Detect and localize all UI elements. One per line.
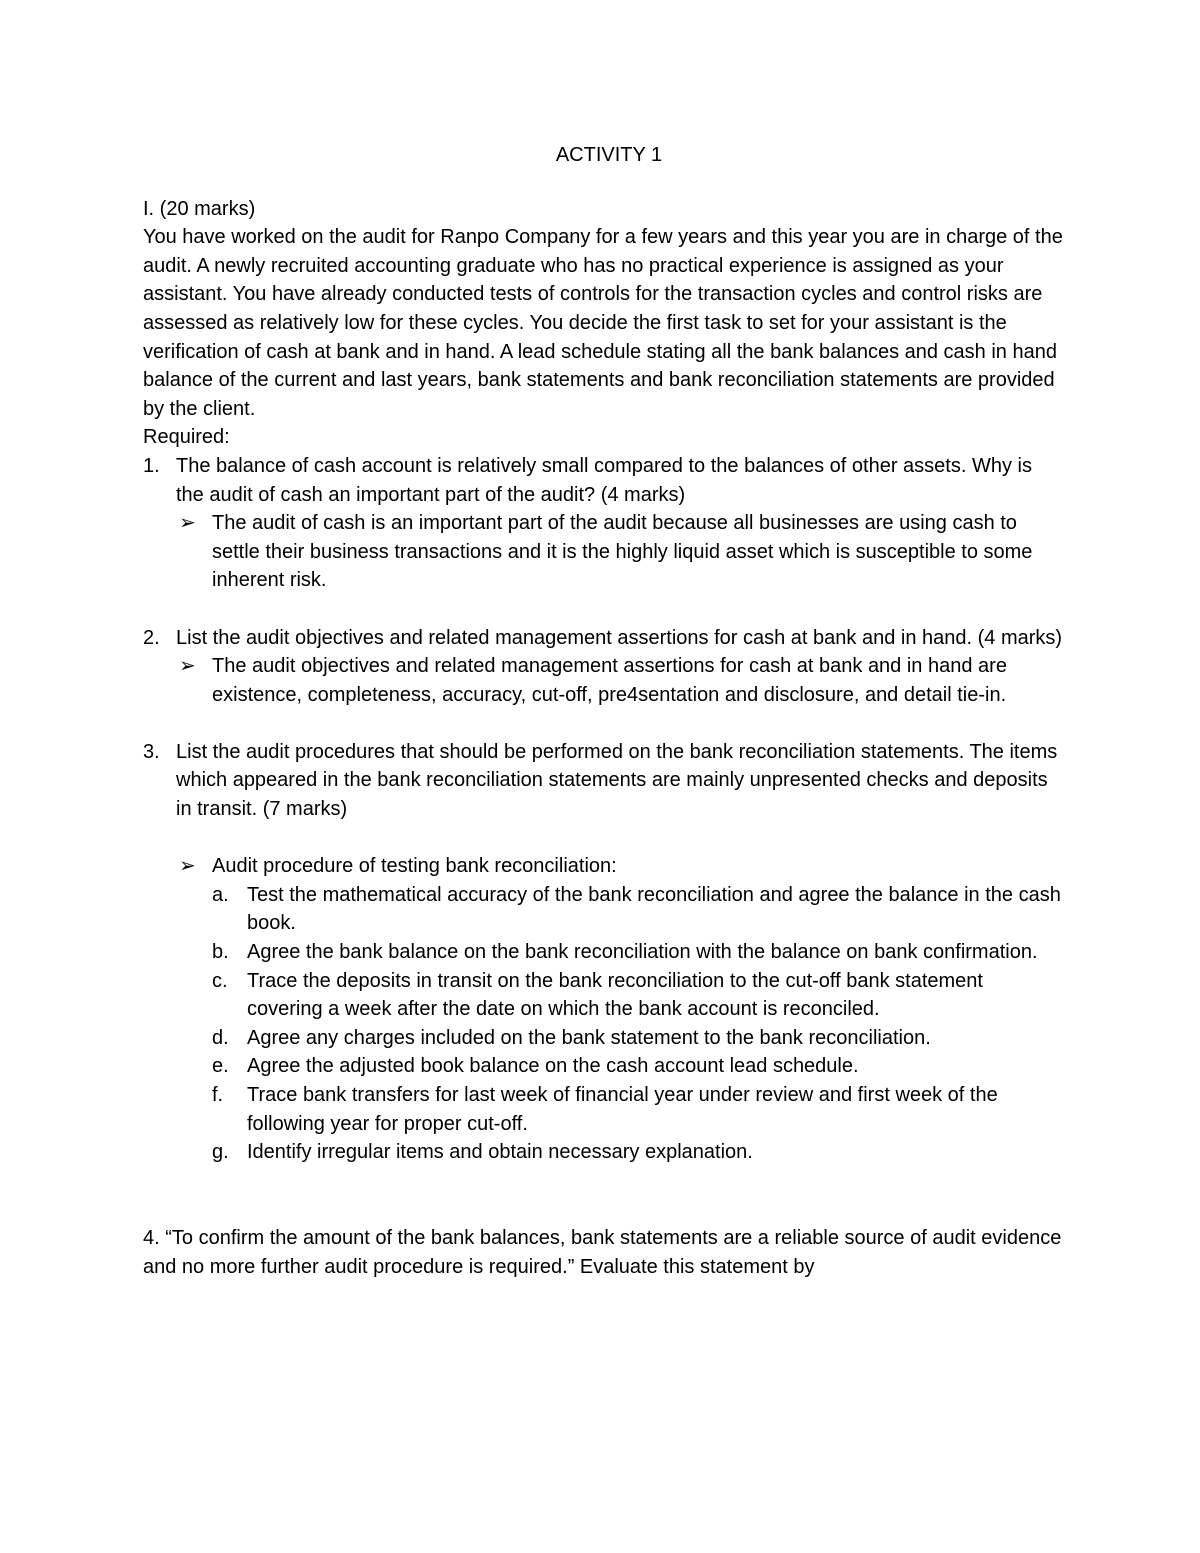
required-label: Required: bbox=[143, 426, 230, 449]
answer-1 bbox=[143, 509, 1063, 595]
question-number: 2. bbox=[143, 626, 160, 649]
question-1 bbox=[143, 452, 1063, 509]
answer-text: The audit objectives and related management assertions for cash at bank and in hand are existence, completeness, accuracy, cut-off, pre4sentation and disclosure, and detail tie-in. bbox=[212, 655, 1007, 706]
procedure-letter: a. bbox=[212, 883, 229, 906]
question-3 bbox=[143, 738, 1063, 824]
question-text: The balance of cash account is relatively small compared to the balances of other assets. Why is the audit of cash an important part of the audit? (4 marks) bbox=[176, 454, 1032, 506]
procedure-letter: e. bbox=[212, 1055, 229, 1078]
procedure-text: Identify irregular items and obtain necessary explanation. bbox=[247, 1141, 753, 1164]
question-number: 3. bbox=[143, 740, 160, 763]
question-text: List the audit objectives and related management assertions for cash at bank and in hand. (4 marks) bbox=[176, 626, 1063, 649]
procedure-item bbox=[143, 938, 1063, 967]
section-heading: I. (20 marks) bbox=[143, 197, 256, 220]
procedure-item bbox=[143, 1138, 1063, 1167]
procedure-letter: b. bbox=[212, 941, 229, 964]
procedure-text: Test the mathematical accuracy of the bank reconciliation and agree the balance in the cash book. bbox=[247, 883, 1061, 935]
answer-2 bbox=[143, 652, 1063, 709]
document-page bbox=[143, 141, 1063, 1281]
question-4: 4. “To confirm the amount of the bank balances, bank statements are a reliable source of audit evidence and no more further audit procedure is required.” Evaluate this statement by bbox=[143, 1226, 1062, 1278]
arrow-bullet-icon: ➢ bbox=[179, 855, 196, 878]
procedure-letter: d. bbox=[212, 1026, 229, 1049]
procedure-item bbox=[143, 1052, 1063, 1081]
procedure-text: Agree the bank balance on the bank reconciliation with the balance on bank confirmation. bbox=[247, 941, 1038, 964]
page-title: ACTIVITY 1 bbox=[555, 144, 663, 166]
procedure-text: Trace bank transfers for last week of financial year under review and first week of the following year for proper cut-off. bbox=[247, 1084, 998, 1135]
procedure-text: Agree any charges included on the bank statement to the bank reconciliation. bbox=[247, 1026, 931, 1049]
question-text: List the audit procedures that should be performed on the bank reconciliation statements. The items which appeared in the bank reconciliation statements are mainly unpresented checks and deposits in transit. (7 marks) bbox=[176, 740, 1058, 821]
procedure-item bbox=[143, 1081, 1063, 1138]
answer-text: The audit of cash is an important part of the audit because all businesses are using cash to settle their business transactions and it is the highly liquid asset which is susceptible to some inherent risk. bbox=[212, 512, 1033, 592]
question-2 bbox=[143, 624, 1063, 653]
procedure-item bbox=[143, 1024, 1063, 1053]
question-number: 1. bbox=[143, 454, 160, 477]
procedure-letter: c. bbox=[212, 969, 228, 992]
procedure-text: Trace the deposits in transit on the bank reconciliation to the cut-off bank statement covering a week after the date on which the bank account is reconciled. bbox=[247, 969, 983, 1021]
answer-3 bbox=[143, 852, 1063, 881]
procedure-item bbox=[143, 967, 1063, 1024]
intro-paragraph: You have worked on the audit for Ranpo Company for a few years and this year you are in charge of the audit. A newly recruited accounting graduate who has no practical experience is assigned as your assistant. You have already conducted tests of controls for the transaction cycles and control risks are assessed as relatively low for these cycles. You decide the first task to set for your assistant is the verification of cash at bank and in hand. A lead schedule stating all the bank balances and cash in hand balance of the current and last years, bank statements and bank reconciliation statements are provided by the client. bbox=[143, 226, 1063, 420]
answer-text: Audit procedure of testing bank reconciliation: bbox=[212, 855, 617, 878]
procedure-item bbox=[143, 881, 1063, 938]
procedure-letter: f. bbox=[212, 1084, 224, 1106]
arrow-bullet-icon: ➢ bbox=[179, 512, 196, 535]
procedure-letter: g. bbox=[212, 1141, 229, 1164]
arrow-bullet-icon: ➢ bbox=[179, 655, 196, 678]
procedure-text: Agree the adjusted book balance on the cash account lead schedule. bbox=[247, 1055, 859, 1078]
